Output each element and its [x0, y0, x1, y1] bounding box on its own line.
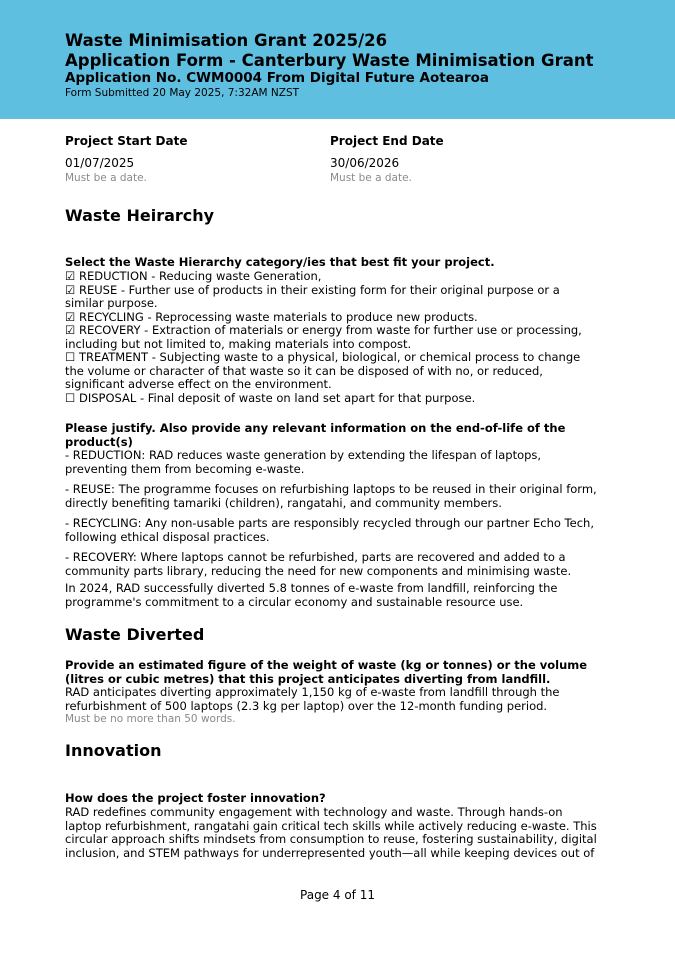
diverted-answer-line: refurbishment of 500 laptops (2.3 kg per laptop) over the 12-month funding period.: [65, 698, 548, 713]
option-text: the volume or character of that waste so it can be disposed of with no, or reduced,: [65, 363, 543, 378]
diverted-word-limit-hint: Must be no more than 50 words.: [65, 713, 236, 725]
option-text: ☑ REDUCTION - Reducing waste Generation,: [65, 269, 322, 283]
hierarchy-question: Select the Waste Hierarchy category/ies that best fit your project.: [65, 255, 495, 269]
innovation-answer-line: RAD redefines community engagement with technology and waste. Through hands-on: [65, 805, 563, 819]
paragraph-line: In 2024, RAD successfully diverted 5.8 tonnes of e-waste from landfill, reinforcing the: [65, 581, 558, 595]
justify-paragraph-recycling: [65, 517, 625, 544]
option-text: significant adverse effect on the environment.: [65, 377, 332, 391]
diverted-answer-line: RAD anticipates diverting approximately 1,150 kg of e-waste from landfill through the: [65, 685, 560, 699]
hierarchy-option-recycling: [65, 311, 625, 325]
justify-paragraph-recovery: [65, 551, 625, 578]
hierarchy-options: [65, 270, 625, 405]
innovation-answer-line: laptop refurbishment, rangatahi gain critical tech skills while actively reducing e-waste. This: [65, 818, 597, 833]
paragraph-line: programme's commitment to a circular economy and sustainable resource use.: [65, 594, 524, 609]
project-start-date-label: Project Start Date: [65, 134, 188, 148]
project-start-date-value: 01/07/2025: [65, 156, 135, 170]
form-subtitle: Application Form - Canterbury Waste Minimisation Grant: [65, 51, 594, 70]
paragraph-line: directly benefiting tamariki (children), rangatahi, and community members.: [65, 495, 502, 510]
paragraph-line: preventing them from becoming e-waste.: [65, 461, 305, 476]
justify-question-line: Please justify. Also provide any relevant information on the end-of-life of the: [65, 421, 566, 435]
justify-paragraph-reduction: [65, 449, 625, 476]
header-banner: [0, 0, 675, 119]
diverted-question-line: Provide an estimated figure of the weight of waste (kg or tonnes) or the volume: [65, 658, 588, 672]
paragraph-line: - RECOVERY: Where laptops cannot be refurbished, parts are recovered and added to a: [65, 550, 566, 564]
project-end-date-label: Project End Date: [330, 134, 444, 148]
waste-hierarchy-heading: Waste Heirarchy: [65, 206, 215, 225]
justify-paragraph-summary: [65, 582, 625, 609]
form-title: Waste Minimisation Grant 2025/26: [65, 31, 388, 50]
project-start-date-hint: Must be a date.: [65, 172, 147, 184]
innovation-question: How does the project foster innovation?: [65, 791, 326, 805]
paragraph-line: - RECYCLING: Any non-usable parts are responsibly recycled through our partner Echo Tech,: [65, 516, 594, 530]
hierarchy-option-reduction: [65, 270, 625, 284]
innovation-answer: [65, 806, 625, 860]
justify-question: [65, 422, 625, 449]
diverted-question: [65, 659, 625, 686]
option-text: ☑ REUSE - Further use of products in their existing form for their original purpose or a: [65, 282, 560, 297]
option-text: ☐ DISPOSAL - Final deposit of waste on land set apart for that purpose.: [65, 390, 476, 405]
option-text: ☑ RECYCLING - Reprocessing waste materials to produce new products.: [65, 309, 478, 324]
paragraph-line: community parts library, reducing the need for new components and minimising waste.: [65, 563, 572, 578]
option-text: ☐ TREATMENT - Subjecting waste to a physical, biological, or chemical process to change: [65, 350, 581, 364]
application-number: Application No. CWM0004 From Digital Future Aotearoa: [65, 70, 490, 86]
hierarchy-option-disposal: [65, 392, 625, 406]
justify-paragraph-reuse: [65, 483, 625, 510]
paragraph-line: - REDUCTION: RAD reduces waste generation by extending the lifespan of laptops,: [65, 448, 542, 462]
paragraph-line: following ethical disposal practices.: [65, 529, 270, 544]
hierarchy-option-treatment: [65, 351, 625, 392]
justify-question-line: product(s): [65, 434, 133, 449]
option-text: including but not limited to, making materials into compost.: [65, 336, 412, 351]
innovation-answer-line: circular approach shifts mindsets from consumption to reuse, fostering sustainability, digital: [65, 832, 597, 846]
project-end-date-value: 30/06/2026: [330, 156, 400, 170]
submission-timestamp: Form Submitted 20 May 2025, 7:32AM NZST: [65, 87, 300, 99]
hierarchy-option-reuse: [65, 284, 625, 311]
hierarchy-option-recovery: [65, 324, 625, 351]
waste-diverted-heading: Waste Diverted: [65, 625, 205, 644]
innovation-heading: Innovation: [65, 741, 162, 760]
innovation-answer-line: inclusion, and STEM pathways for underrepresented youth—all while keeping devices out of: [65, 845, 595, 860]
diverted-answer: [65, 686, 625, 713]
diverted-question-line: (litres or cubic metres) that this project anticipates diverting from landfill.: [65, 671, 551, 686]
option-text: ☑ RECOVERY - Extraction of materials or energy from waste for further use or processing,: [65, 323, 582, 337]
paragraph-line: - REUSE: The programme focuses on refurbishing laptops to be reused in their original form,: [65, 482, 597, 496]
option-text: similar purpose.: [65, 296, 158, 310]
page-number: Page 4 of 11: [300, 888, 375, 902]
project-end-date-hint: Must be a date.: [330, 172, 412, 184]
